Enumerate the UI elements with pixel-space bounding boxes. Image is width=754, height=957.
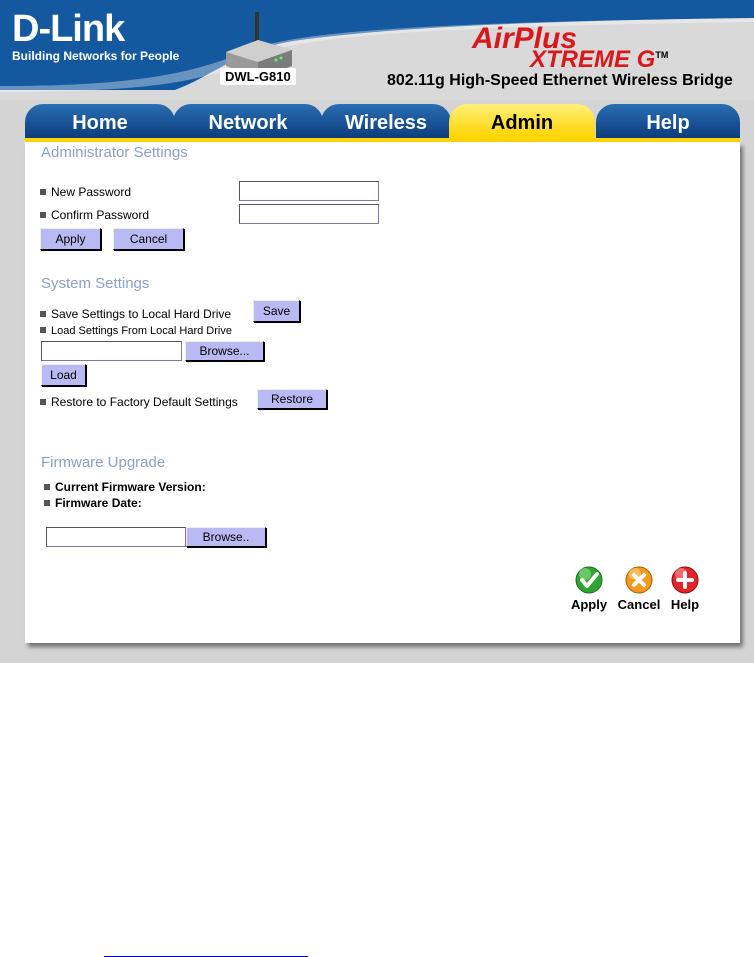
save-settings-label <box>40 307 231 321</box>
firmware-version-text: Current Firmware Version: <box>55 480 206 494</box>
main-tabs <box>25 104 740 138</box>
new-password-input[interactable] <box>239 181 379 201</box>
load-button[interactable]: Load <box>41 364 86 386</box>
load-settings-text: Load Settings From Local Hard Drive <box>51 325 232 337</box>
load-settings-label <box>40 325 232 337</box>
bullet-icon <box>40 212 46 218</box>
bullet-icon <box>40 327 46 333</box>
firmware-browse-button[interactable]: Browse.. <box>186 527 266 547</box>
help-action-label: Help <box>670 597 700 612</box>
help-action[interactable] <box>663 565 707 612</box>
firmware-version-label <box>44 480 206 494</box>
apply-action[interactable] <box>567 565 611 612</box>
confirm-password-input[interactable] <box>239 204 379 224</box>
new-password-label <box>40 185 131 199</box>
restore-button[interactable]: Restore <box>257 389 327 409</box>
save-button[interactable]: Save <box>253 300 300 322</box>
bullet-icon <box>44 484 50 490</box>
xtreme-text: XTREME G <box>530 46 656 73</box>
xtreme-logo <box>530 46 668 74</box>
tab-admin[interactable]: Admin <box>449 104 595 138</box>
load-browse-button[interactable]: Browse... <box>185 341 264 361</box>
confirm-password-text: Confirm Password <box>51 208 150 222</box>
cancel-x-icon <box>624 565 654 595</box>
content-panel <box>25 142 740 643</box>
tab-wireless[interactable]: Wireless <box>321 104 451 138</box>
tab-network[interactable]: Network <box>173 104 323 138</box>
bullet-icon <box>44 500 50 506</box>
dlink-logo: D-Link <box>12 8 125 50</box>
apply-action-label: Apply <box>570 597 608 612</box>
tab-help[interactable]: Help <box>596 104 740 138</box>
system-settings-title: System Settings <box>41 275 150 292</box>
help-plus-icon <box>670 565 700 595</box>
restore-defaults-text: Restore to Factory Default Settings <box>51 395 238 409</box>
brand-tagline: Building Networks for People <box>12 49 180 63</box>
trademark: TM <box>655 50 669 60</box>
firmware-upgrade-title: Firmware Upgrade <box>41 454 166 471</box>
firmware-file-input[interactable] <box>46 527 186 547</box>
header <box>0 0 754 100</box>
confirm-password-label <box>40 208 149 222</box>
new-password-text: New Password <box>51 185 132 199</box>
bullet-icon <box>40 189 46 195</box>
tab-home[interactable]: Home <box>25 104 175 138</box>
apply-check-icon <box>574 565 604 595</box>
load-settings-file-input[interactable] <box>41 341 182 361</box>
model-label: DWL-G810 <box>220 68 296 85</box>
bullet-icon <box>40 399 46 405</box>
admin-cancel-button[interactable]: Cancel <box>113 228 184 250</box>
save-settings-text: Save Settings to Local Hard Drive <box>51 307 232 321</box>
cancel-action-label: Cancel <box>617 597 661 612</box>
airplus-text: AirPlus <box>472 22 578 55</box>
cancel-action[interactable] <box>617 565 661 612</box>
admin-settings-title: Administrator Settings <box>41 144 188 161</box>
admin-apply-button[interactable]: Apply <box>40 228 101 250</box>
product-name: 802.11g High-Speed Ethernet Wireless Bridge <box>387 72 733 89</box>
restore-defaults-label <box>40 395 238 409</box>
bullet-icon <box>40 311 46 317</box>
firmware-date-text: Firmware Date: <box>55 496 142 510</box>
firmware-date-label <box>44 496 142 510</box>
